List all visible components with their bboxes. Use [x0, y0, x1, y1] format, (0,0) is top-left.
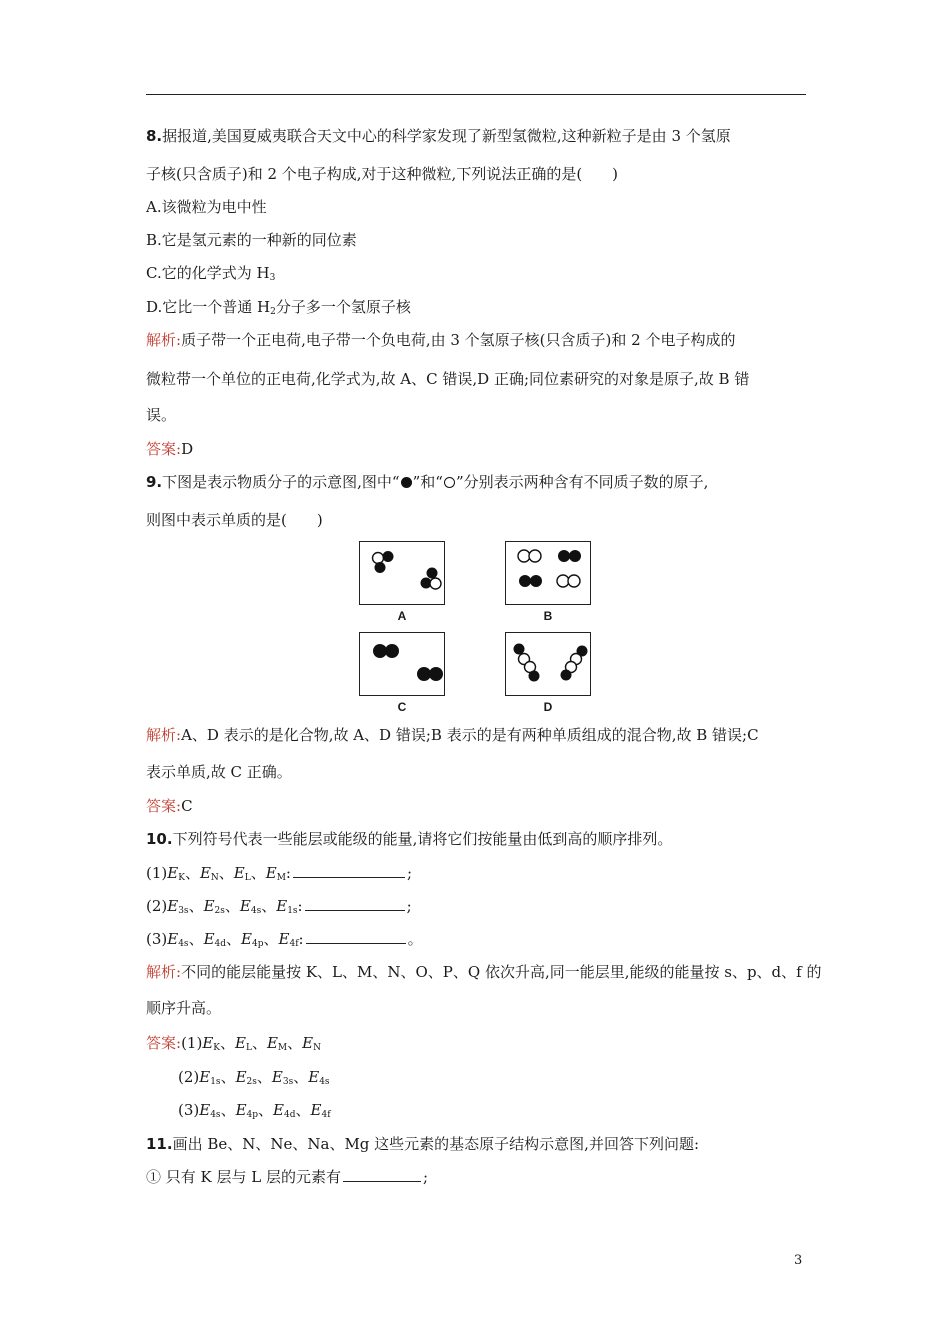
figure-c-label: C	[397, 700, 407, 714]
answer-label: 答案:	[146, 440, 182, 458]
q8-line2: 子核(只含质子)和 2 个电子构成,对于这种微粒,下列说法正确的是( )	[146, 165, 619, 183]
figure-c	[359, 632, 445, 696]
figure-a-molecules	[360, 542, 446, 606]
figure-b-label: B	[543, 609, 553, 623]
q11-line2: ① 只有 K 层与 L 层的元素有 ;	[146, 1168, 429, 1186]
figure-d-molecules	[506, 633, 592, 697]
page-number: 3	[794, 1253, 803, 1268]
q8-line1: 8.据报道,美国夏威夷联合天文中心的科学家发现了新型氢微粒,这种新粒子是由 3 个氢原	[146, 127, 731, 145]
filled-circle-icon	[401, 477, 412, 488]
q9-answer: 答案:C	[146, 797, 193, 815]
answer-blank[interactable]	[305, 896, 405, 911]
answer-label: 答案:	[146, 1034, 182, 1052]
q10-analysis-line1: 解析:不同的能层能量按 K、L、M、N、O、P、Q 依次升高,同一能层里,能级的能量按 s、p、d、f 的	[146, 963, 822, 981]
q8-number: 8.	[146, 127, 163, 145]
q10-part1: $(1)E_K$、$E_N$、$E_L$、$E_M$: ;	[146, 864, 413, 883]
figure-b-molecules	[506, 542, 592, 606]
q11-line1: 11.画出 Be、N、Ne、Na、Mg 这些元素的基态原子结构示意图,并回答下列问题:	[146, 1135, 699, 1153]
q10-part2: $(2)E_{3s}$、$E_{2s}$、$E_{4s}$、$E_{1s}$: ;	[146, 897, 412, 916]
answer-blank[interactable]	[306, 929, 406, 944]
q9-analysis-line2: 表示单质,故 C 正确。	[146, 763, 292, 781]
q10-answer-1: 答案$:(1)E_K$、$E_L$、$E_M$、$E_N$	[146, 1034, 321, 1053]
q10-line1: 10.下列符号代表一些能层或能级的能量,请将它们按能量由低到高的顺序排列。	[146, 830, 673, 848]
q8-option-c: C.它的化学式为 $H_3$	[146, 264, 276, 283]
q10-number: 10.	[146, 830, 173, 848]
figure-d-label: D	[543, 700, 553, 714]
answer-blank[interactable]	[293, 863, 405, 878]
q8-option-b: B.它是氢元素的一种新的同位素	[146, 231, 357, 249]
open-circle-icon	[444, 477, 455, 488]
q10-answer-2: $(2)E_{1s}$、$E_{2s}$、$E_{3s}$、$E_{4s}$	[178, 1068, 330, 1087]
analysis-label: 解析:	[146, 331, 182, 349]
figure-b	[505, 541, 591, 605]
q8-analysis-line1: 解析:质子带一个正电荷,电子带一个负电荷,由 3 个氢原子核(只含质子)和 2 个电子构成的	[146, 331, 736, 349]
q8-option-d: D.它比一个普通 $H_2$分子多一个氢原子核	[146, 298, 411, 317]
q9-line2: 则图中表示单质的是( )	[146, 511, 323, 529]
answer-label: 答案:	[146, 797, 182, 815]
figure-a	[359, 541, 445, 605]
q11-number: 11.	[146, 1135, 173, 1153]
q9-line1: 9.下图是表示物质分子的示意图,图中“ ”和“ ”分别表示两种含有不同质子数的原子,	[146, 473, 709, 491]
figure-c-molecules	[360, 633, 446, 697]
q9-analysis-line1: 解析:A、D 表示的是化合物,故 A、D 错误;B 表示的是有两种单质组成的混合物,故 B 错误;C	[146, 726, 759, 744]
q8-answer: 答案:D	[146, 440, 194, 458]
q8-option-a: A.该微粒为电中性	[146, 198, 267, 216]
q9-number: 9.	[146, 473, 163, 491]
q8-analysis-line3: 误。	[146, 406, 177, 424]
figure-a-label: A	[397, 609, 407, 623]
header-rule	[146, 94, 806, 95]
q10-part3: $(3)E_{4s}$、$E_{4d}$、$E_{4p}$、$E_{4f}$: 。	[146, 930, 423, 949]
figure-d	[505, 632, 591, 696]
analysis-label: 解析:	[146, 963, 182, 981]
q10-answer-3: $(3)E_{4s}$、$E_{4p}$、$E_{4d}$、$E_{4f}$	[178, 1101, 331, 1120]
q10-analysis-line2: 顺序升高。	[146, 999, 222, 1017]
answer-blank[interactable]	[343, 1167, 421, 1182]
q8-analysis-line2: 微粒带一个单位的正电荷,化学式为,故 A、C 错误,D 正确;同位素研究的对象是原子,故 B 错	[146, 370, 750, 388]
analysis-label: 解析:	[146, 726, 182, 744]
